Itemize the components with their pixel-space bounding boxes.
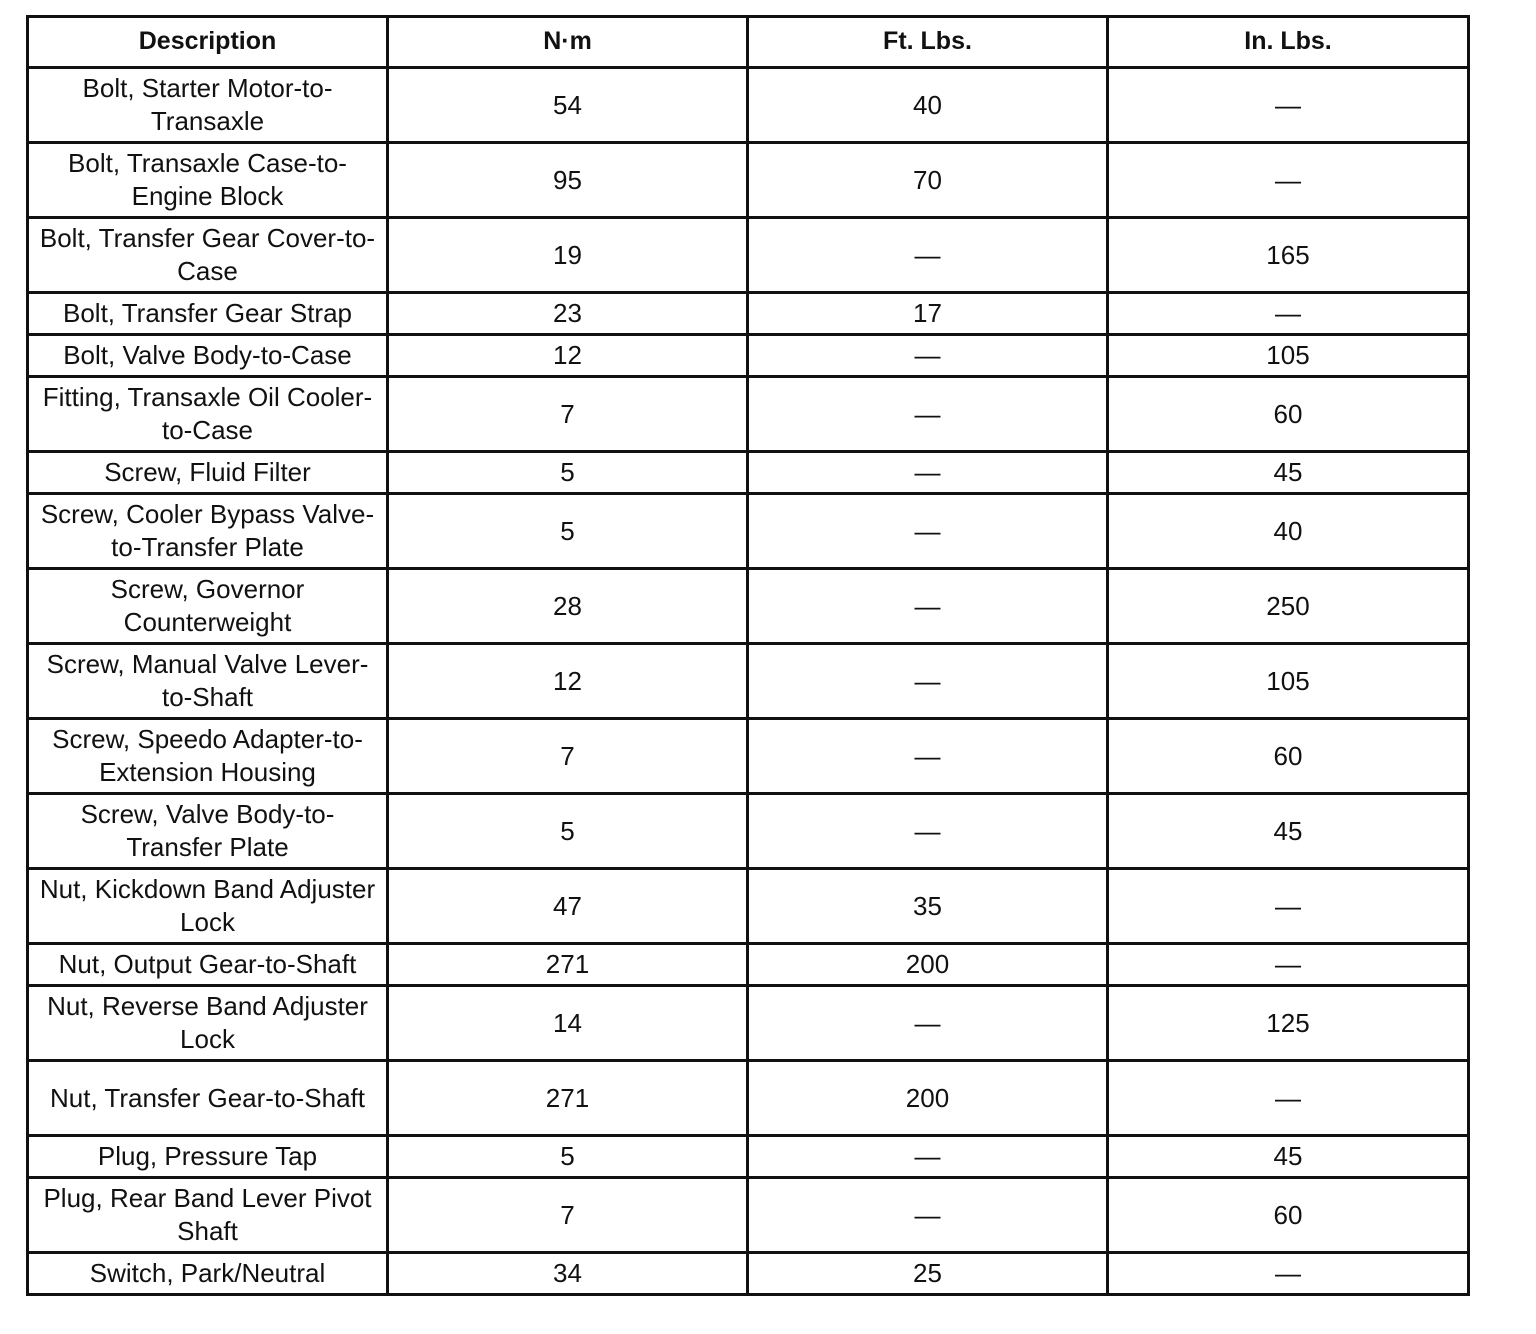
cell-description: Bolt, Starter Motor-to-Transaxle xyxy=(28,68,388,143)
cell-in-lbs: — xyxy=(1108,68,1469,143)
table-row xyxy=(28,986,1469,1061)
table-row xyxy=(28,719,1469,794)
cell-nm: 271 xyxy=(388,944,748,986)
cell-ft-lbs: 200 xyxy=(748,944,1108,986)
cell-description: Bolt, Transfer Gear Strap xyxy=(28,293,388,335)
cell-ft-lbs: 200 xyxy=(748,1061,1108,1136)
cell-ft-lbs: — xyxy=(748,335,1108,377)
header-description: Description xyxy=(28,17,388,68)
cell-in-lbs: — xyxy=(1108,869,1469,944)
cell-description: Fitting, Transaxle Oil Cooler-to-Case xyxy=(28,377,388,452)
cell-ft-lbs: — xyxy=(748,377,1108,452)
cell-in-lbs: 60 xyxy=(1108,1178,1469,1253)
cell-nm: 5 xyxy=(388,1136,748,1178)
header-nm: N·m xyxy=(388,17,748,68)
cell-ft-lbs: 70 xyxy=(748,143,1108,218)
cell-in-lbs: 60 xyxy=(1108,377,1469,452)
cell-ft-lbs: — xyxy=(748,1178,1108,1253)
cell-nm: 47 xyxy=(388,869,748,944)
cell-description: Screw, Valve Body-to-Transfer Plate xyxy=(28,794,388,869)
cell-nm: 54 xyxy=(388,68,748,143)
cell-description: Bolt, Transfer Gear Cover-to-Case xyxy=(28,218,388,293)
cell-ft-lbs: 17 xyxy=(748,293,1108,335)
table-row xyxy=(28,1136,1469,1178)
cell-nm: 271 xyxy=(388,1061,748,1136)
cell-nm: 5 xyxy=(388,794,748,869)
cell-ft-lbs: — xyxy=(748,986,1108,1061)
table-row xyxy=(28,944,1469,986)
cell-in-lbs: 250 xyxy=(1108,569,1469,644)
cell-nm: 95 xyxy=(388,143,748,218)
cell-description: Nut, Transfer Gear-to-Shaft xyxy=(28,1061,388,1136)
cell-description: Switch, Park/Neutral xyxy=(28,1253,388,1295)
cell-nm: 12 xyxy=(388,644,748,719)
cell-description: Nut, Kickdown Band Adjuster Lock xyxy=(28,869,388,944)
cell-ft-lbs: — xyxy=(748,452,1108,494)
cell-nm: 7 xyxy=(388,1178,748,1253)
table-row xyxy=(28,452,1469,494)
cell-nm: 23 xyxy=(388,293,748,335)
table-header xyxy=(28,17,1469,68)
cell-nm: 12 xyxy=(388,335,748,377)
cell-in-lbs: — xyxy=(1108,143,1469,218)
cell-nm: 14 xyxy=(388,986,748,1061)
cell-nm: 5 xyxy=(388,452,748,494)
cell-ft-lbs: — xyxy=(748,569,1108,644)
table-row xyxy=(28,1178,1469,1253)
cell-in-lbs: — xyxy=(1108,293,1469,335)
cell-description: Plug, Rear Band Lever Pivot Shaft xyxy=(28,1178,388,1253)
cell-ft-lbs: 25 xyxy=(748,1253,1108,1295)
table-row xyxy=(28,1061,1469,1136)
cell-nm: 34 xyxy=(388,1253,748,1295)
cell-nm: 28 xyxy=(388,569,748,644)
cell-description: Nut, Output Gear-to-Shaft xyxy=(28,944,388,986)
table-row xyxy=(28,1253,1469,1295)
table-row xyxy=(28,569,1469,644)
cell-description: Nut, Reverse Band Adjuster Lock xyxy=(28,986,388,1061)
cell-nm: 19 xyxy=(388,218,748,293)
table-row xyxy=(28,794,1469,869)
table-row xyxy=(28,218,1469,293)
table-row xyxy=(28,143,1469,218)
cell-description: Screw, Governor Counterweight xyxy=(28,569,388,644)
cell-ft-lbs: — xyxy=(748,794,1108,869)
cell-in-lbs: — xyxy=(1108,1061,1469,1136)
table-row xyxy=(28,869,1469,944)
header-in-lbs: In. Lbs. xyxy=(1108,17,1469,68)
table-row xyxy=(28,644,1469,719)
cell-in-lbs: 45 xyxy=(1108,794,1469,869)
cell-in-lbs: 60 xyxy=(1108,719,1469,794)
cell-ft-lbs: — xyxy=(748,1136,1108,1178)
table-row xyxy=(28,494,1469,569)
cell-description: Bolt, Transaxle Case-to-Engine Block xyxy=(28,143,388,218)
cell-ft-lbs: 40 xyxy=(748,68,1108,143)
cell-in-lbs: 105 xyxy=(1108,644,1469,719)
cell-in-lbs: 45 xyxy=(1108,1136,1469,1178)
cell-in-lbs: 40 xyxy=(1108,494,1469,569)
cell-description: Plug, Pressure Tap xyxy=(28,1136,388,1178)
cell-in-lbs: — xyxy=(1108,1253,1469,1295)
cell-description: Screw, Fluid Filter xyxy=(28,452,388,494)
cell-in-lbs: 105 xyxy=(1108,335,1469,377)
torque-spec-table xyxy=(26,15,1470,1296)
cell-in-lbs: 125 xyxy=(1108,986,1469,1061)
cell-ft-lbs: — xyxy=(748,644,1108,719)
table-body xyxy=(28,68,1469,1295)
cell-ft-lbs: — xyxy=(748,218,1108,293)
cell-in-lbs: 165 xyxy=(1108,218,1469,293)
table-row xyxy=(28,335,1469,377)
cell-nm: 7 xyxy=(388,377,748,452)
cell-ft-lbs: 35 xyxy=(748,869,1108,944)
cell-nm: 7 xyxy=(388,719,748,794)
table-row xyxy=(28,293,1469,335)
cell-description: Screw, Speedo Adapter-to-Extension Housing xyxy=(28,719,388,794)
table-row xyxy=(28,377,1469,452)
table-row xyxy=(28,68,1469,143)
cell-in-lbs: 45 xyxy=(1108,452,1469,494)
cell-ft-lbs: — xyxy=(748,494,1108,569)
header-row xyxy=(28,17,1469,68)
cell-description: Bolt, Valve Body-to-Case xyxy=(28,335,388,377)
cell-ft-lbs: — xyxy=(748,719,1108,794)
cell-description: Screw, Manual Valve Lever-to-Shaft xyxy=(28,644,388,719)
header-ft-lbs: Ft. Lbs. xyxy=(748,17,1108,68)
cell-in-lbs: — xyxy=(1108,944,1469,986)
cell-nm: 5 xyxy=(388,494,748,569)
cell-description: Screw, Cooler Bypass Valve-to-Transfer Plate xyxy=(28,494,388,569)
